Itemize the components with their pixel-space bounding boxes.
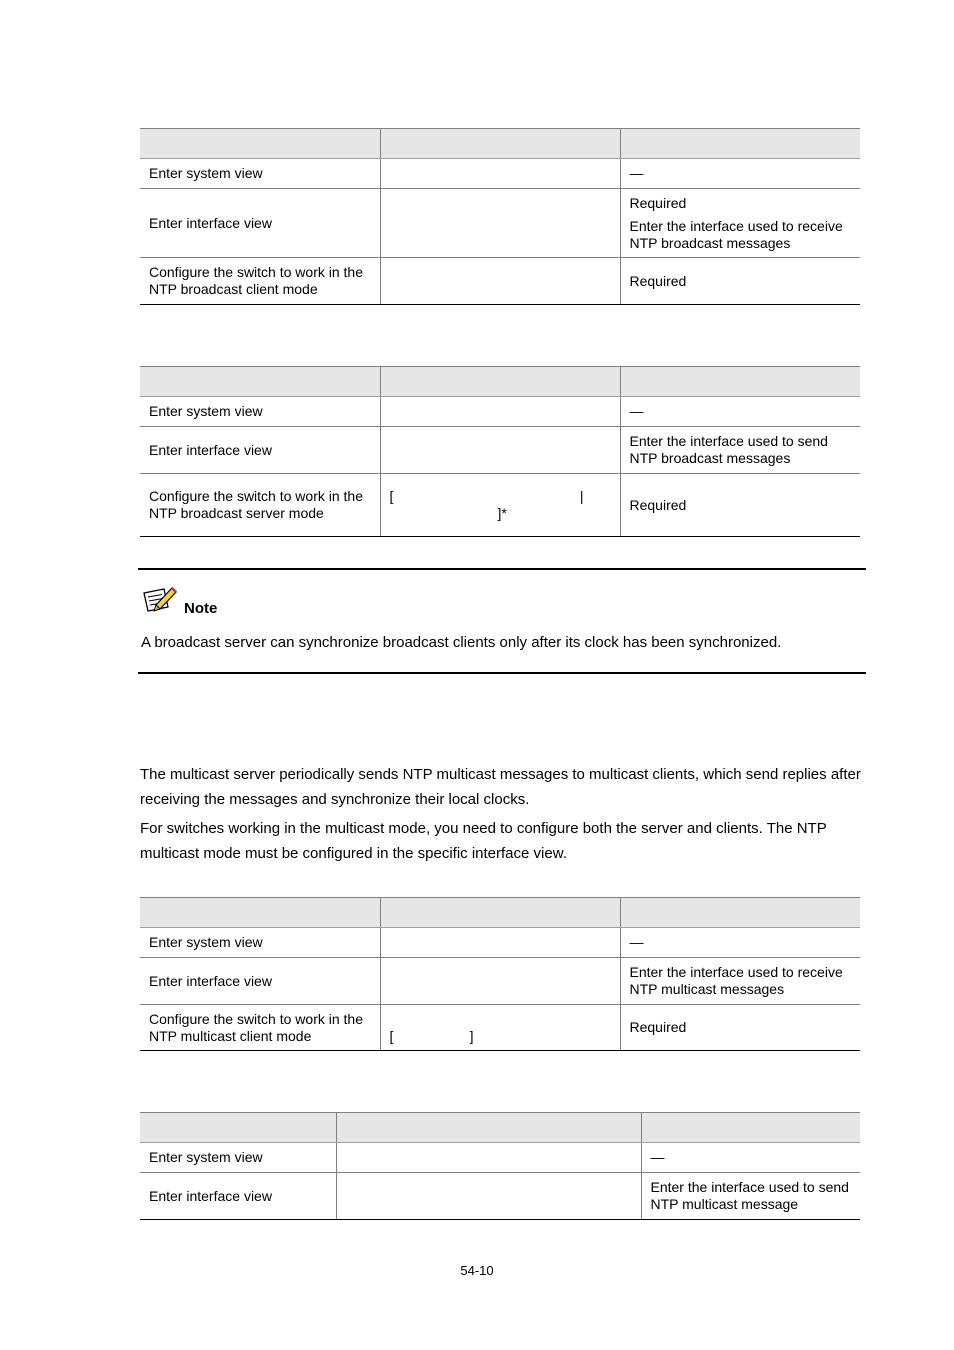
table-header-row [140, 1113, 860, 1143]
table-row [140, 1005, 860, 1051]
remark-line: Required [629, 194, 687, 211]
syntax-pipe: | [579, 488, 584, 504]
table-row [140, 958, 860, 1005]
operation-cell: Configure the switch to work in the NTP multicast client mode [140, 1005, 380, 1051]
table-row [140, 189, 860, 258]
remark-line: Enter the interface used to receive NTP broadcast messages [629, 217, 843, 251]
command-cell [380, 474, 620, 537]
table-row [140, 258, 860, 305]
operation-cell: Enter interface view [140, 1173, 336, 1220]
remarks-cell: Required [620, 258, 860, 305]
note-bottom-rule [138, 672, 866, 674]
syntax-bracket: [ [389, 488, 394, 504]
table-header-row [140, 367, 860, 397]
operation-cell: Enter interface view [140, 958, 380, 1005]
note-title: Note [184, 600, 218, 617]
page-number: 54-10 [460, 1263, 494, 1278]
remarks-cell: — [620, 159, 860, 189]
operation-cell: Enter interface view [140, 189, 380, 258]
command-cell [380, 189, 620, 258]
operation-cell: Enter system view [140, 1143, 336, 1173]
operation-cell: Configure the switch to work in the NTP broadcast server mode [140, 474, 380, 537]
command-cell [380, 958, 620, 1005]
note-header [142, 586, 217, 618]
table-row [140, 427, 860, 474]
note-text: A broadcast server can synchronize broadcast clients only after its clock has been synchronized. [141, 634, 782, 651]
table-header-row [140, 898, 860, 928]
remarks-cell: Required [620, 1005, 860, 1051]
syntax-bracket: ]* [497, 505, 507, 521]
table-header-row [140, 129, 860, 159]
broadcast-server-config-table [140, 366, 860, 537]
operation-cell: Enter system view [140, 397, 380, 427]
command-cell [336, 1173, 641, 1220]
remarks-cell: Enter the interface used to send NTP multicast message [641, 1173, 860, 1220]
remarks-cell: — [620, 928, 860, 958]
syntax-bracket: ] [469, 1028, 474, 1044]
note-top-rule [138, 568, 866, 570]
multicast-client-config-table [140, 897, 860, 1051]
table-row [140, 1173, 860, 1220]
command-cell [380, 159, 620, 189]
operation-cell: Enter system view [140, 159, 380, 189]
command-cell [380, 258, 620, 305]
multicast-server-config-table [140, 1112, 860, 1220]
remarks-cell: — [620, 397, 860, 427]
table-row [140, 397, 860, 427]
command-syntax-line [390, 1028, 474, 1045]
command-syntax-line [390, 488, 584, 505]
command-syntax-line [390, 505, 611, 522]
operation-cell: Configure the switch to work in the NTP broadcast client mode [140, 258, 380, 305]
note-pencil-icon [142, 585, 178, 618]
remarks-cell [620, 189, 860, 258]
command-cell [380, 928, 620, 958]
table-row [140, 159, 860, 189]
command-cell [380, 1005, 620, 1051]
syntax-bracket: [ [389, 1028, 394, 1044]
remarks-cell: — [641, 1143, 860, 1173]
table-row [140, 474, 860, 537]
body-paragraph: The multicast server periodically sends NTP multicast messages to multicast clients, which send replies after receiving the messages and synchronize their local clocks. [140, 766, 861, 808]
command-cell [380, 397, 620, 427]
table-row [140, 1143, 860, 1173]
broadcast-client-config-table [140, 128, 860, 305]
remarks-cell: Required [620, 474, 860, 537]
operation-cell: Enter interface view [140, 427, 380, 474]
command-cell [380, 427, 620, 474]
table-row [140, 928, 860, 958]
remarks-cell: Enter the interface used to send NTP broadcast messages [620, 427, 860, 474]
command-cell [336, 1143, 641, 1173]
body-paragraph: For switches working in the multicast mode, you need to configure both the server and clients. The NTP multicast mode must be configured in the specific interface view. [140, 820, 827, 862]
remarks-cell: Enter the interface used to receive NTP multicast messages [620, 958, 860, 1005]
operation-cell: Enter system view [140, 928, 380, 958]
